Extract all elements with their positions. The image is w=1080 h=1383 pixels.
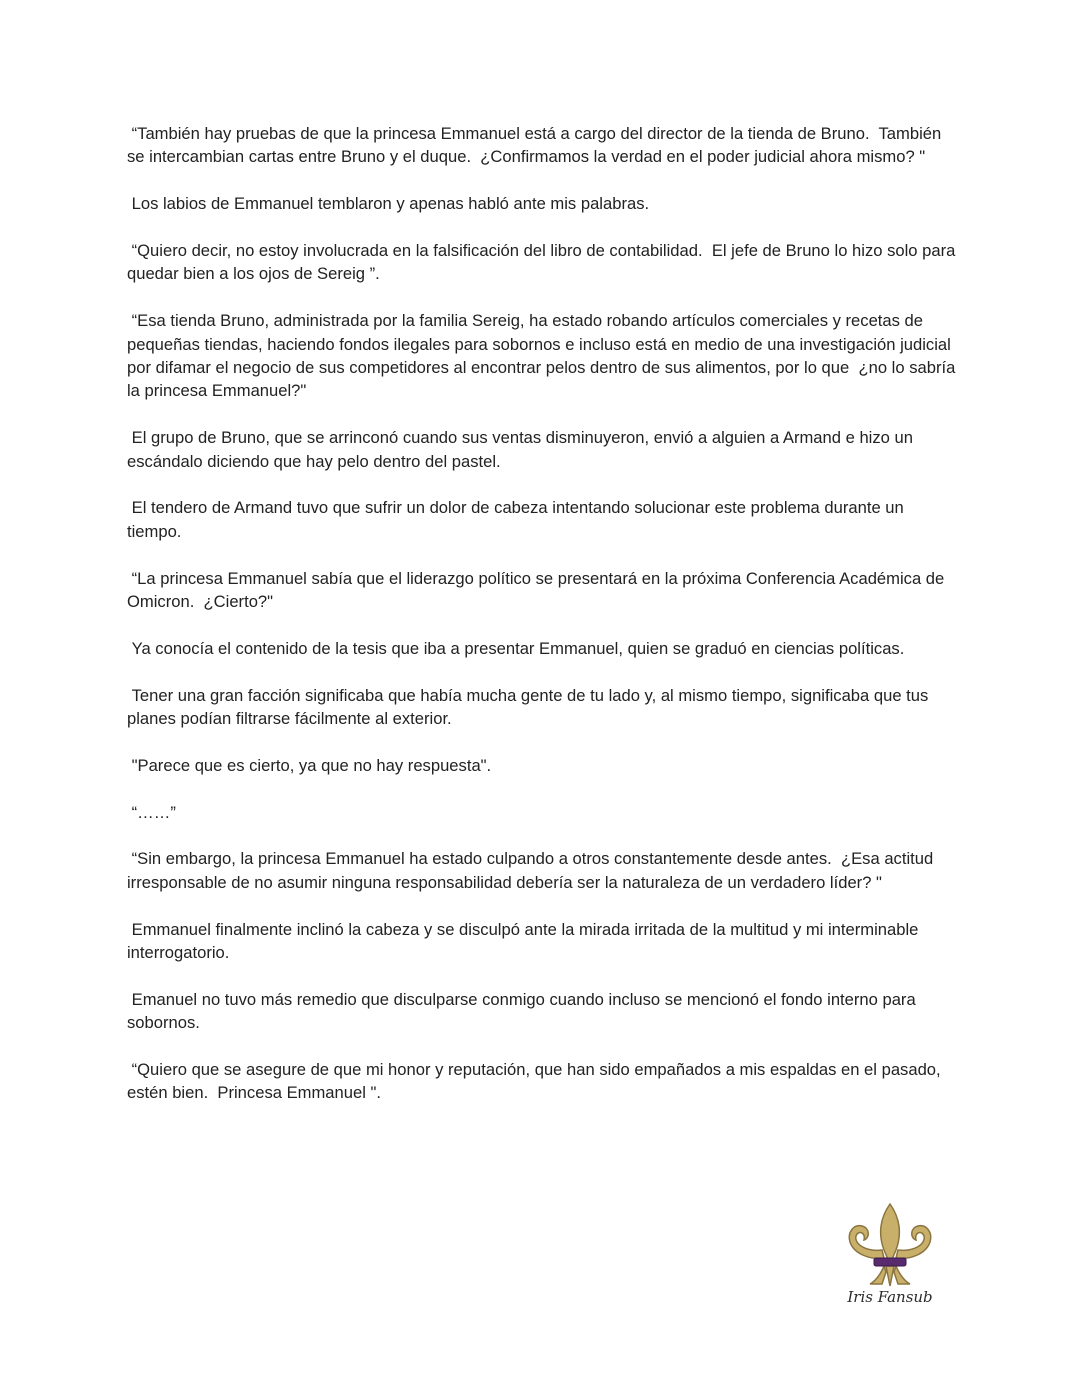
- paragraph: “Quiero que se asegure de que mi honor y reputación, que han sido empañados a mis espaldas en el pasado, estén bien. Princesa Emmanuel ".: [127, 1060, 946, 1103]
- paragraph: El grupo de Bruno, que se arrinconó cuando sus ventas disminuyeron, envió a alguien a Armand e hizo un escándalo diciendo que hay pelo dentro del pastel.: [127, 428, 918, 471]
- paragraph: “También hay pruebas de que la princesa Emmanuel está a cargo del director de la tienda de Bruno. También se intercambian cartas entre Bruno y el duque. ¿Confirmamos la verdad en el poder judicial ahora mismo? ": [127, 124, 946, 167]
- paragraph: “Esa tienda Bruno, administrada por la familia Sereig, ha estado robando artículos comerciales y recetas de pequeñas tiendas, haciendo fondos ilegales para sobornos e incluso está en medio de una investigación judicial por difamar el negocio de sus competidores al encontrar pelos dentro de sus alimentos, por lo que ¿no lo sabría la princesa Emmanuel?": [127, 311, 960, 401]
- paragraph: “Quiero decir, no estoy involucrada en la falsificación del libro de contabilidad. El jefe de Bruno lo hizo solo para quedar bien a los ojos de Sereig ”.: [127, 241, 960, 284]
- paragraph: Tener una gran facción significaba que había mucha gente de tu lado y, al mismo tiempo, significaba que tus planes podían filtrarse fácilmente al exterior.: [127, 685, 933, 729]
- paragraph: “La princesa Emmanuel sabía que el liderazgo político se presentará en la próxima Conferencia Académica de Omicron. ¿Cierto?": [127, 568, 949, 612]
- paragraph: “……”: [127, 802, 176, 822]
- iris-fansub-logo: [840, 1200, 940, 1315]
- paragraph: Emmanuel finalmente inclinó la cabeza y se disculpó ante la mirada irritada de la multitud y mi interminable interrogatorio.: [127, 919, 923, 963]
- paragraph: Emanuel no tuvo más remedio que disculparse conmigo cuando incluso se mencionó el fondo interno para sobornos.: [127, 989, 921, 1033]
- paragraph: "Parece que es cierto, ya que no hay respuesta".: [127, 755, 492, 775]
- fleur-de-lis-icon: [840, 1200, 940, 1290]
- document-body: [127, 122, 960, 1128]
- paragraph: “Sin embargo, la princesa Emmanuel ha estado culpando a otros constantemente desde antes. ¿Esa actitud irresponsable de no asumir ninguna responsabilidad debería ser la naturaleza de un verdadero líder? ": [127, 849, 938, 892]
- paragraph: Los labios de Emmanuel temblaron y apenas habló ante mis palabras.: [127, 194, 650, 214]
- paragraph: El tendero de Armand tuvo que sufrir un dolor de cabeza intentando solucionar este problema durante un tiempo.: [127, 498, 909, 541]
- paragraph: Ya conocía el contenido de la tesis que iba a presentar Emmanuel, quien se graduó en ciencias políticas.: [127, 638, 905, 658]
- logo-text: Iris Fansub: [847, 1288, 933, 1306]
